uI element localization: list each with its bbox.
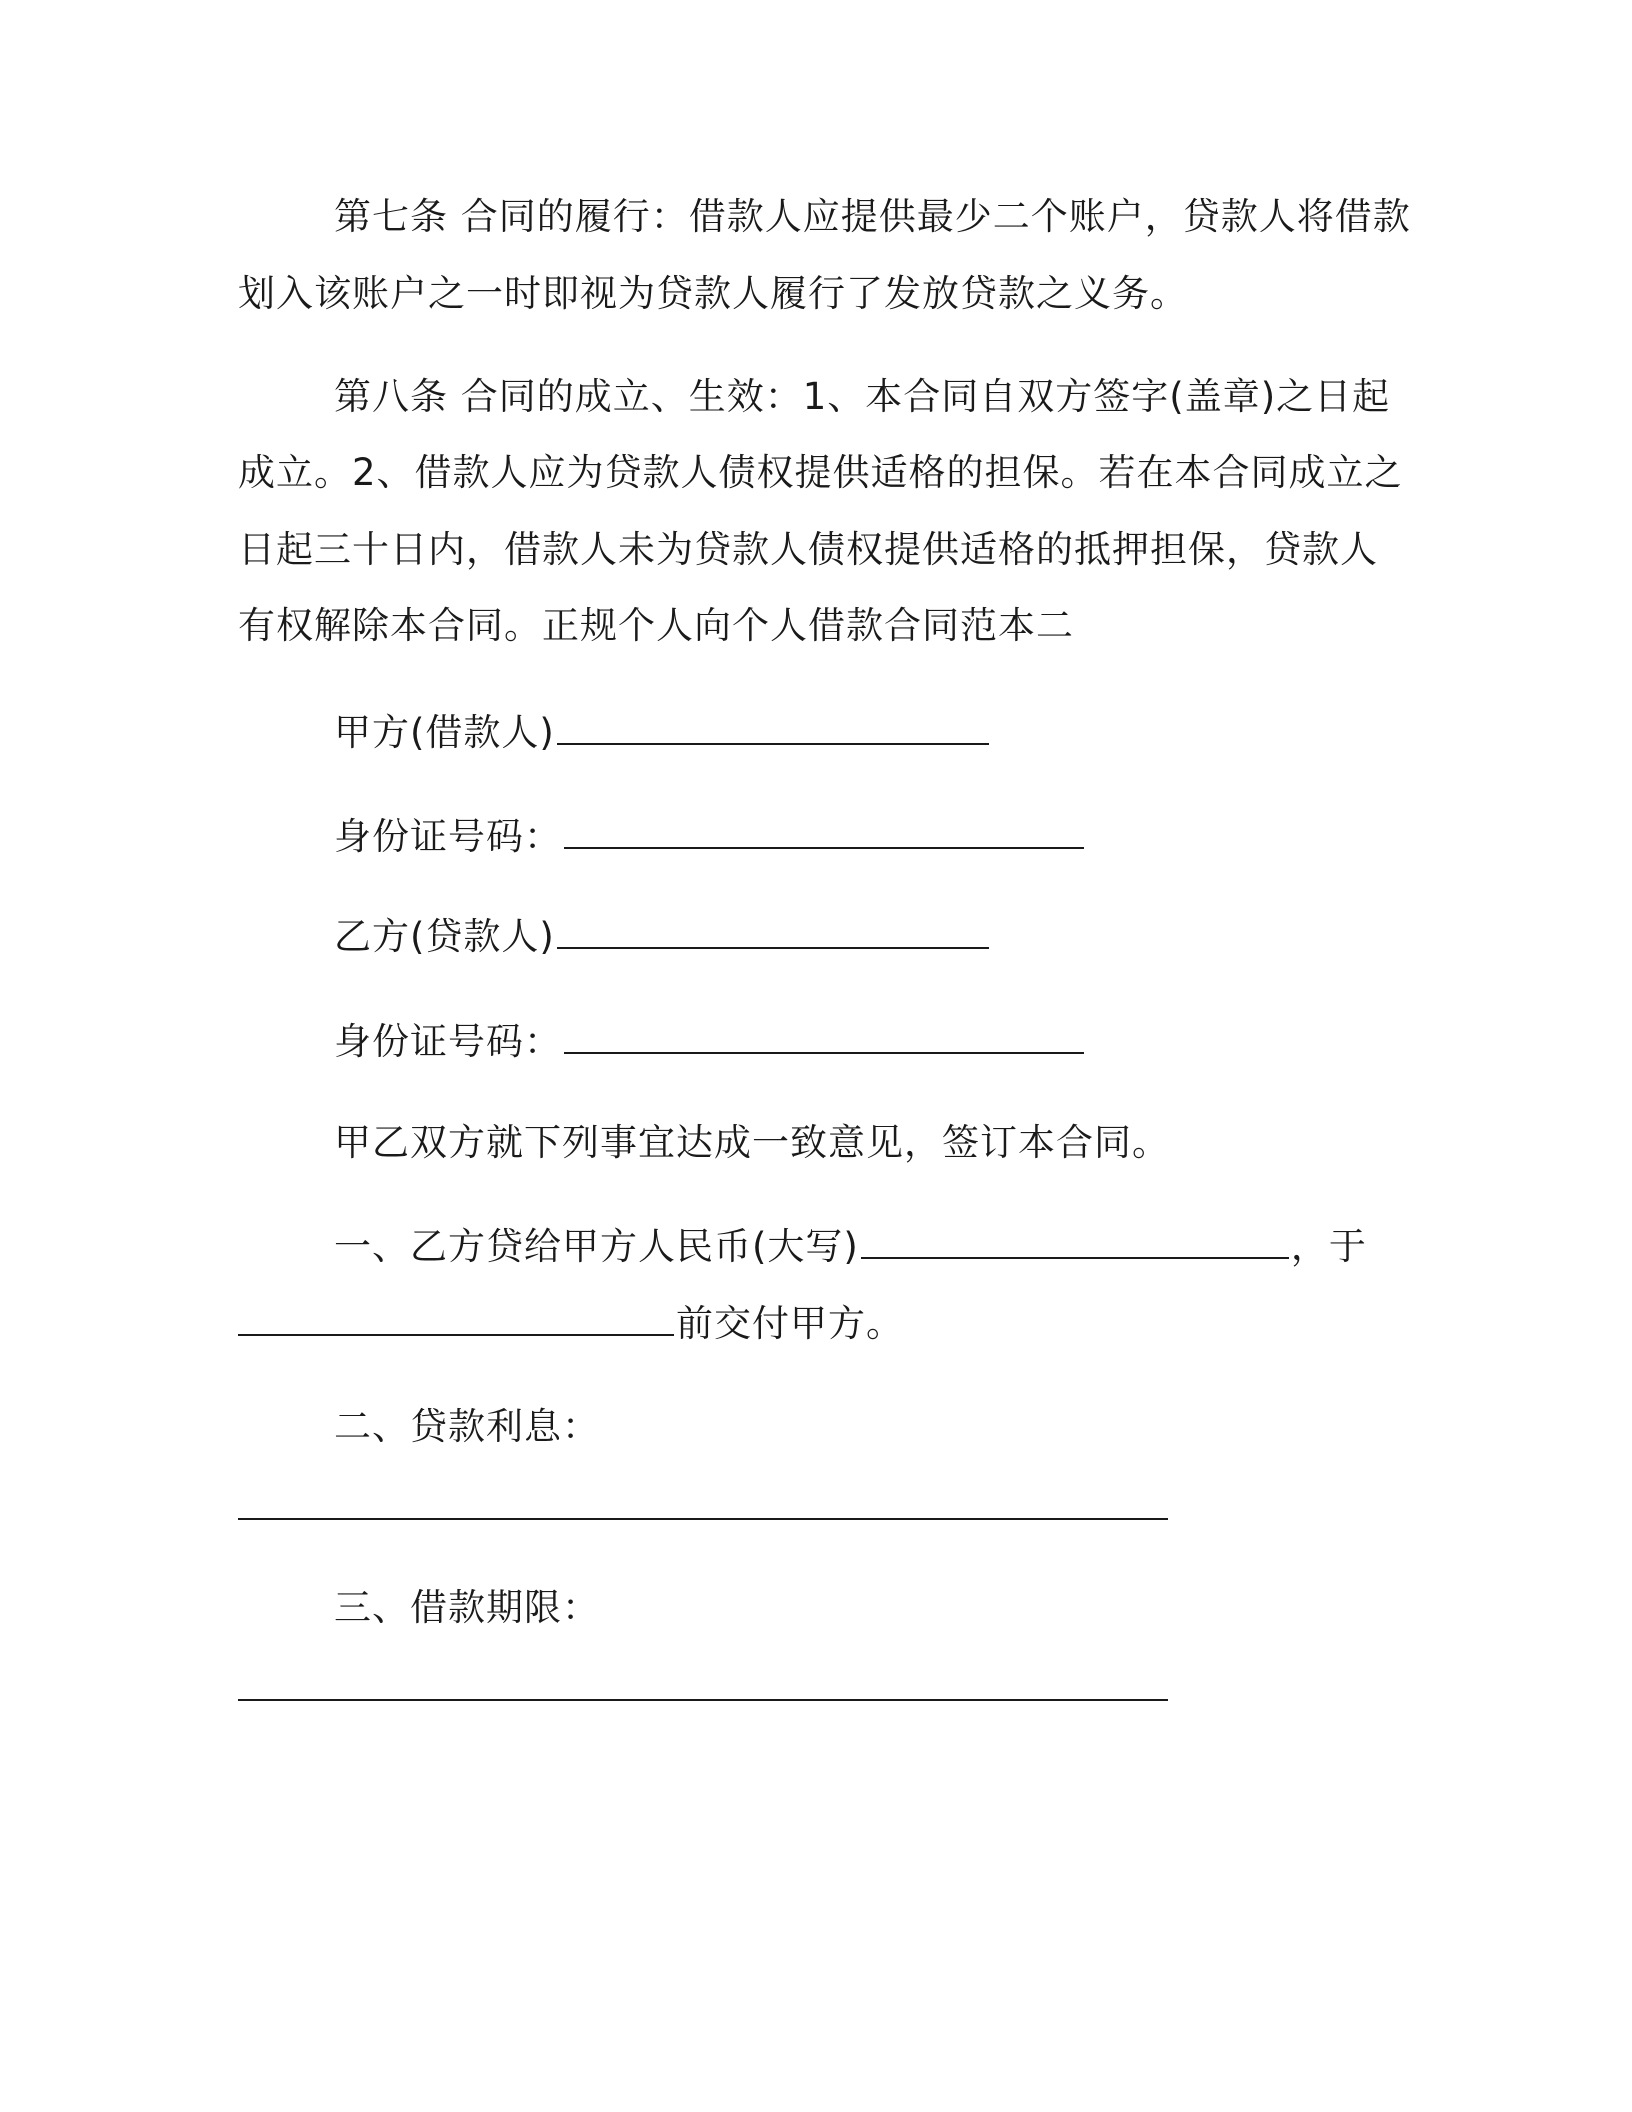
clause1-middle: ，于 bbox=[1290, 1225, 1367, 1268]
party-b-row bbox=[334, 913, 991, 961]
clause1-date-blank[interactable] bbox=[238, 1304, 674, 1336]
clause2-title: 二、贷款利息： bbox=[334, 1405, 600, 1448]
party-a-id-label: 身份证号码： bbox=[334, 815, 562, 858]
party-a-id-blank[interactable] bbox=[564, 817, 1084, 849]
party-a-label: 甲方(借款人) bbox=[334, 711, 555, 754]
article8-line2: 成立。2、借款人应为贷款人债权提供适格的担保。若在本合同成立之 bbox=[238, 451, 1403, 494]
article8-line1: 第八条 合同的成立、生效：1、本合同自双方签字(盖章)之日起 bbox=[334, 375, 1391, 418]
clause1-prefix: 一、乙方贷给甲方人民币(大写) bbox=[334, 1225, 859, 1268]
clause1-row1 bbox=[334, 1223, 1367, 1271]
article8-line4: 有权解除本合同。正规个人向个人借款合同范本二 bbox=[238, 604, 1074, 647]
party-b-id-label: 身份证号码： bbox=[334, 1020, 562, 1063]
party-a-name-blank[interactable] bbox=[557, 713, 989, 745]
clause1-row2 bbox=[238, 1300, 904, 1348]
clause1-suffix: 前交付甲方。 bbox=[676, 1302, 904, 1345]
clause2-interest-blank[interactable] bbox=[238, 1516, 1168, 1520]
article7-line2: 划入该账户之一时即视为贷款人履行了发放贷款之义务。 bbox=[238, 272, 1188, 315]
clause3-title: 三、借款期限： bbox=[334, 1586, 600, 1629]
agreement-text: 甲乙双方就下列事宜达成一致意见，签订本合同。 bbox=[334, 1121, 1170, 1164]
party-b-id-blank[interactable] bbox=[564, 1022, 1084, 1054]
party-a-row bbox=[334, 709, 991, 757]
party-b-name-blank[interactable] bbox=[557, 917, 989, 949]
party-a-id-row bbox=[334, 813, 1086, 861]
party-b-id-row bbox=[334, 1018, 1086, 1066]
clause3-term-blank[interactable] bbox=[238, 1697, 1168, 1701]
clause1-amount-blank[interactable] bbox=[861, 1227, 1289, 1259]
article7-line1: 第七条 合同的履行：借款人应提供最少二个账户，贷款人将借款 bbox=[334, 195, 1411, 238]
article8-line3: 日起三十日内，借款人未为贷款人债权提供适格的抵押担保，贷款人 bbox=[238, 528, 1378, 571]
party-b-label: 乙方(贷款人) bbox=[334, 915, 555, 958]
